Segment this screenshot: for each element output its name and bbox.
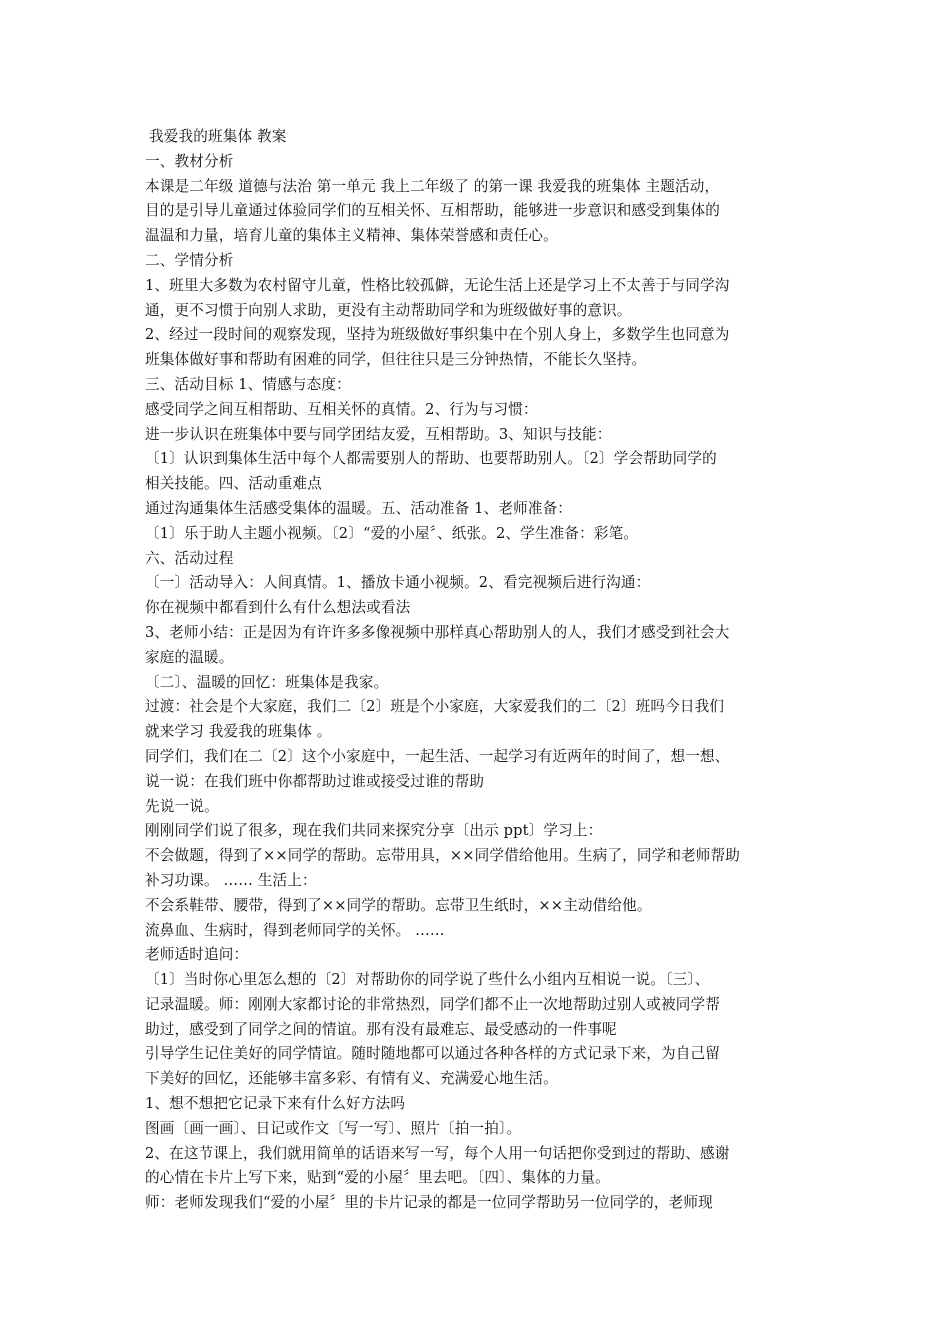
document-line: 2、在这节课上，我们就用简单的话语来写一写，每个人用一句话把你受到过的帮助、感谢: [145, 1144, 730, 1162]
document-lines: [145, 150, 810, 1216]
document-title: 我爱我的班集体 教案: [149, 128, 287, 145]
document-line: 六、活动过程: [145, 549, 234, 567]
document-line: 〔1〕当时你心里怎么想的〔2〕对帮助你的同学说了些什么小组内互相说一说。〔三〕、: [145, 971, 710, 989]
document-line: 记录温暖。师：刚刚大家都讨论的非常热烈，同学们都不止一次地帮助过别人或被同学帮: [145, 995, 721, 1013]
document-line: 不会系鞋带、腰带，得到了××同学的帮助。忘带卫生纸时，××主动借给他。: [145, 896, 652, 914]
document-line: 引导学生记住美好的同学情谊。随时随地都可以通过各种各样的方式记录下来，为自己留: [145, 1045, 721, 1063]
document-line: 过渡：社会是个大家庭，我们二〔2〕班是个小家庭，大家爱我们的二〔2〕班吗今日我们: [145, 698, 725, 716]
document-line: 刚刚同学们说了很多，现在我们共同来探究分享〔出示 ppt〕学习上：: [145, 822, 603, 840]
document-line: 〔1〕乐于助人主题小视频。〔2〕“爱的小屋〞、纸张。2、学生准备：彩笔。: [145, 524, 639, 542]
document-line: 三、活动目标 1、情感与态度：: [145, 375, 351, 393]
document-line: 不会做题，得到了××同学的帮助。忘带用具，××同学借给他用。生病了，同学和老师帮助: [145, 847, 741, 865]
document-line: 3、老师小结：正是因为有许许多多像视频中那样真心帮助别人的人，我们才感受到社会大: [145, 623, 730, 641]
document-line: 下美好的回忆，还能够丰富多彩、有情有义、充满爱心地生活。: [145, 1070, 558, 1088]
document-line: 通过沟通集体生活感受集体的温暖。五、活动准备 1、老师准备：: [145, 499, 573, 517]
document-line: 师：老师发现我们“爱的小屋〞里的卡片记录的都是一位同学帮助另一位同学的，老师现: [145, 1194, 713, 1212]
document-line: 二、学情分析: [145, 251, 234, 269]
document-line: 〔1〕认识到集体生活中每个人都需要别人的帮助、也要帮助别人。〔2〕学会帮助同学的: [145, 450, 717, 468]
document-line: 本课是二年级 道德与法治 第一单元 我上二年级了 的第一课 我爱我的班集体 主题活动，: [145, 177, 720, 195]
document-line: 就来学习 我爱我的班集体 。: [145, 723, 332, 741]
document-line: 补习功课。 …… 生活上：: [145, 871, 317, 889]
document-line: 目的是引导儿童通过体验同学们的互相关怀、互相帮助，能够进一步意识和感受到集体的: [145, 202, 721, 220]
document-line: 流鼻血、生病时，得到老师同学的关怀。 ……: [145, 921, 445, 939]
document-line: 家庭的温暖。: [145, 648, 234, 666]
document-line: 1、想不想把它记录下来有什么好方法吗: [145, 1095, 406, 1113]
document-line: 图画〔画一画〕、日记或作文〔写一写〕、照片〔拍一拍〕。: [145, 1119, 522, 1137]
document-line: 同学们，我们在二〔2〕这个小家庭中，一起生活、一起学习有近两年的时间了，想一想、: [145, 747, 730, 765]
document-line: 老师适时追问：: [145, 946, 249, 964]
document-line: 〔二〕、温暖的回忆：班集体是我家。: [145, 673, 389, 691]
document-body: [145, 125, 810, 1216]
document-line: 的心情在卡片上写下来，贴到“爱的小屋〞里去吧。〔四〕、集体的力量。: [145, 1169, 610, 1187]
document-line: 先说一说。: [145, 797, 219, 815]
document-line: 说一说：在我们班中你都帮助过谁或接受过谁的帮助: [145, 772, 485, 790]
document-line: 相关技能。四、活动重难点: [145, 475, 322, 493]
document-line: 助过，感受到了同学之间的情谊。那有没有最难忘、最受感动的一件事呢: [145, 1020, 617, 1038]
document-line: 感受同学之间互相帮助、互相关怀的真情。2、行为与习惯：: [145, 400, 538, 418]
document-line: 2、经过一段时间的观察发现，坚持为班级做好事织集中在个别人身上，多数学生也同意为: [145, 326, 730, 344]
document-line: 班集体做好事和帮助有困难的同学，但往往只是三分钟热情，不能长久坚持。: [145, 351, 647, 369]
document-line: 温温和力量，培育儿童的集体主义精神、集体荣誉感和责任心。: [145, 227, 558, 245]
document-line: 1、班里大多数为农村留守儿童，性格比较孤僻，无论生活上还是学习上不太善于与同学沟: [145, 276, 730, 294]
document-line: 一、教材分析: [145, 152, 234, 170]
document-line: 进一步认识在班集体中要与同学团结友爱，互相帮助。3、知识与技能：: [145, 425, 612, 443]
document-line: 通，更不习惯于向别人求助，更没有主动帮助同学和为班级做好事的意识。: [145, 301, 632, 319]
document-line: 你在视频中都看到什么有什么想法或看法: [145, 599, 411, 617]
document-line: 〔一〕活动导入：人间真情。1、播放卡通小视频。2、看完视频后进行沟通：: [145, 574, 651, 592]
